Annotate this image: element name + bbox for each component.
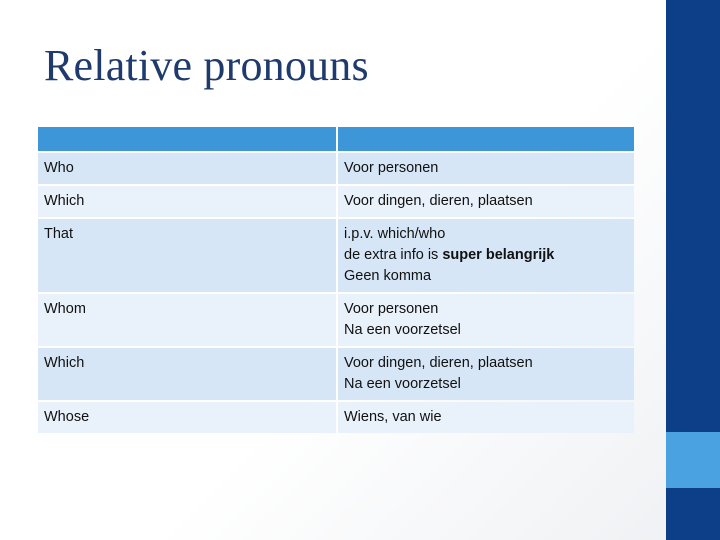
pronoun-cell: Whom (38, 294, 336, 346)
pronoun-cell: Which (38, 348, 336, 400)
usage-line-emphasis: de extra info is super belangrijk (344, 247, 555, 263)
usage-line: Voor personen (344, 301, 439, 317)
usage-line: Voor dingen, dieren, plaatsen (344, 193, 533, 209)
usage-cell (338, 348, 634, 400)
slide-title: Relative pronouns (44, 41, 369, 90)
pronoun-cell: Who (38, 153, 336, 184)
usage-cell (338, 153, 634, 184)
usage-cell (338, 294, 634, 346)
usage-line: Voor personen (344, 160, 439, 176)
table-row (38, 186, 634, 217)
usage-cell (338, 219, 634, 292)
pronoun-cell: Which (38, 186, 336, 217)
pronoun-cell: Whose (38, 402, 336, 433)
table-row (38, 219, 634, 292)
table-header-row (38, 127, 634, 151)
table-header-cell (338, 127, 634, 151)
usage-line: Wiens, van wie (344, 409, 442, 425)
usage-line: Geen komma (344, 268, 432, 284)
usage-cell (338, 402, 634, 433)
decorative-side-accent (666, 432, 720, 488)
table-row (38, 153, 634, 184)
usage-cell (338, 186, 634, 217)
usage-line: Voor dingen, dieren, plaatsen (344, 355, 533, 371)
table-header-cell (38, 127, 336, 151)
usage-line: Na een voorzetsel (344, 322, 461, 338)
table-row (38, 402, 634, 433)
usage-line: Na een voorzetsel (344, 376, 461, 392)
table-row (38, 294, 634, 346)
usage-line: i.p.v. which/who (344, 226, 446, 242)
emphasis-text: super belangrijk (442, 247, 555, 263)
pronoun-cell: That (38, 219, 336, 292)
table-row (38, 348, 634, 400)
pronoun-table (36, 125, 636, 435)
